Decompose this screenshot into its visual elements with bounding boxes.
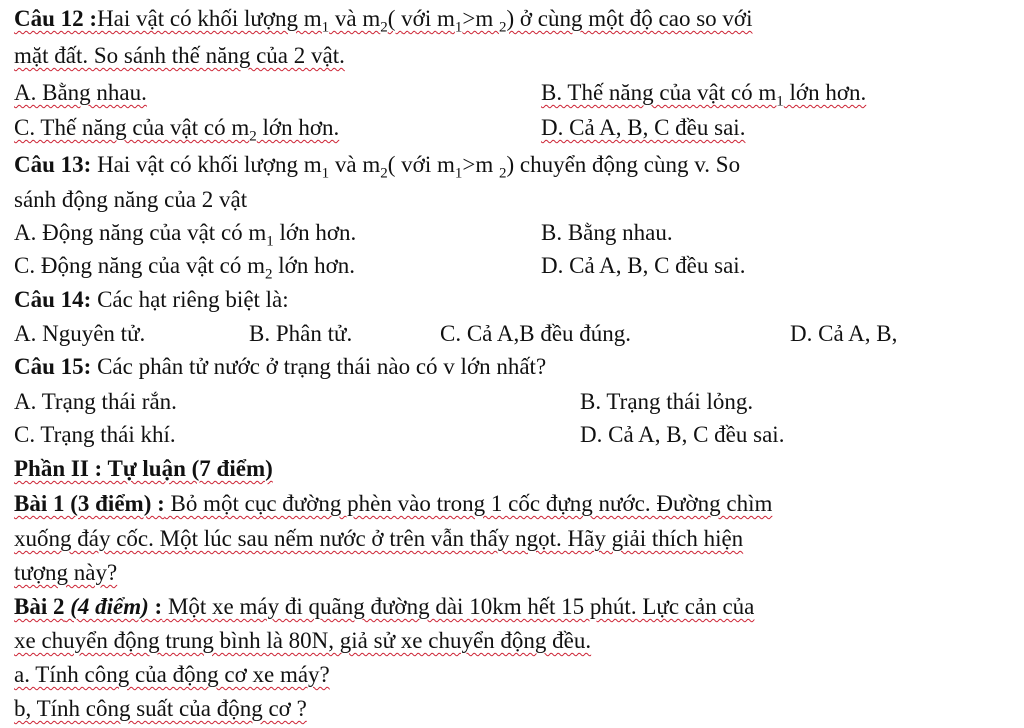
q14-option-a: A. Nguyên tử.	[14, 321, 146, 346]
q13-text: và m	[329, 152, 381, 177]
q13-text: >m	[462, 152, 499, 177]
q13-text: ) chuyển động cùng v. So	[506, 152, 741, 177]
q14-label: Câu 14:	[14, 287, 92, 312]
subscript: 1	[454, 19, 463, 36]
option-text: A. Động năng của vật có m	[14, 220, 267, 245]
q14-line1	[14, 285, 289, 315]
subscript: 2	[249, 128, 257, 145]
subscript: 2	[498, 19, 507, 36]
q13-option-d: D. Cả A, B, C đều sai.	[541, 253, 746, 278]
q15-line1	[14, 352, 546, 382]
subscript: 2	[265, 266, 273, 283]
q13-option-a	[14, 218, 356, 248]
q15-label: Câu 15:	[14, 354, 92, 379]
q12-text: và m	[329, 6, 381, 31]
q12-option-a: A. Bằng nhau.	[14, 80, 147, 105]
option-text: lớn hơn.	[272, 253, 355, 278]
option-text: lớn hơn.	[783, 80, 867, 105]
q13-option-c	[14, 251, 355, 281]
q12-line2: mặt đất. So sánh thế năng của 2 vật.	[14, 43, 345, 68]
q12-option-d: D. Cả A, B, C đều sai.	[541, 115, 746, 140]
q12-line1	[14, 4, 752, 34]
q12-label: Câu 12 :	[14, 6, 98, 31]
bai2-line2: xe chuyển động trung bình là 80N, giả sử xe chuyển động đều.	[14, 628, 592, 653]
q13-option-b: B. Bằng nhau.	[541, 220, 673, 245]
q14-option-d: D. Cả A, B,	[790, 321, 898, 346]
bai2-label: Bài 2	[14, 594, 65, 619]
q14-option-b: B. Phân tử.	[249, 321, 353, 346]
bai1-line2: xuống đáy cốc. Một lúc sau nếm nước ở trên vẫn thấy ngọt. Hãy giải thích hiện	[14, 526, 744, 551]
option-text: lớn hơn.	[256, 115, 340, 140]
q14-text: Các hạt riêng biệt là:	[91, 287, 289, 312]
q12-text: >m	[462, 6, 499, 31]
subscript: 1	[454, 165, 463, 182]
subscript: 1	[776, 93, 784, 110]
q12-option-b	[541, 78, 866, 108]
option-text: B. Thế năng của vật có m	[541, 80, 777, 105]
bai2-line1	[14, 592, 754, 622]
q12-text: ( với m	[387, 6, 455, 31]
subscript: 1	[321, 165, 330, 182]
q15-option-a: A. Trạng thái rắn.	[14, 389, 177, 414]
q13-label: Câu 13:	[14, 152, 92, 177]
bai1-label: Bài 1 (3 điểm) :	[14, 491, 165, 516]
bai2-part-b: b, Tính công suất của động cơ ?	[14, 696, 307, 721]
bai2-part-a: a. Tính công của động cơ xe máy?	[14, 662, 330, 687]
q15-option-b: B. Trạng thái lỏng.	[580, 389, 754, 414]
bai2-text: Một xe máy đi quãng đường dài 10km hết 15 phút. Lực cản của	[162, 594, 755, 619]
bai1-line1	[14, 489, 772, 519]
bai1-text: Bỏ một cục đường phèn vào trong 1 cốc đựng nước. Đường chìm	[164, 491, 773, 516]
q13-text: ( với m	[387, 152, 455, 177]
option-text: lớn hơn.	[273, 220, 357, 245]
q13-text: Hai vật có khối lượng m	[91, 152, 322, 177]
subscript: 1	[321, 19, 330, 36]
q12-text: Hai vật có khối lượng m	[97, 6, 322, 31]
bai2-colon: :	[148, 594, 163, 619]
q15-option-d: D. Cả A, B, C đều sai.	[580, 422, 785, 447]
q12-option-c	[14, 113, 339, 143]
q13-line2: sánh động năng của 2 vật	[14, 187, 248, 212]
bai1-line3: tượng này?	[14, 560, 118, 585]
q13-line1	[14, 150, 740, 180]
subscript: 2	[380, 165, 388, 182]
q15-option-c: C. Trạng thái khí.	[14, 422, 176, 447]
q15-text: Các phân tử nước ở trạng thái nào có v lớn nhất?	[91, 354, 547, 379]
part2-heading: Phần II : Tự luận (7 điểm)	[14, 456, 273, 481]
subscript: 2	[380, 19, 388, 36]
bai2-points: (4 điểm)	[64, 594, 149, 619]
option-text: C. Động năng của vật có m	[14, 253, 266, 278]
q14-option-c: C. Cả A,B đều đúng.	[440, 321, 632, 346]
q12-text: ) ở cùng một độ cao so với	[506, 6, 753, 31]
subscript: 1	[266, 233, 274, 250]
option-text: C. Thế năng của vật có m	[14, 115, 250, 140]
subscript: 2	[498, 165, 507, 182]
